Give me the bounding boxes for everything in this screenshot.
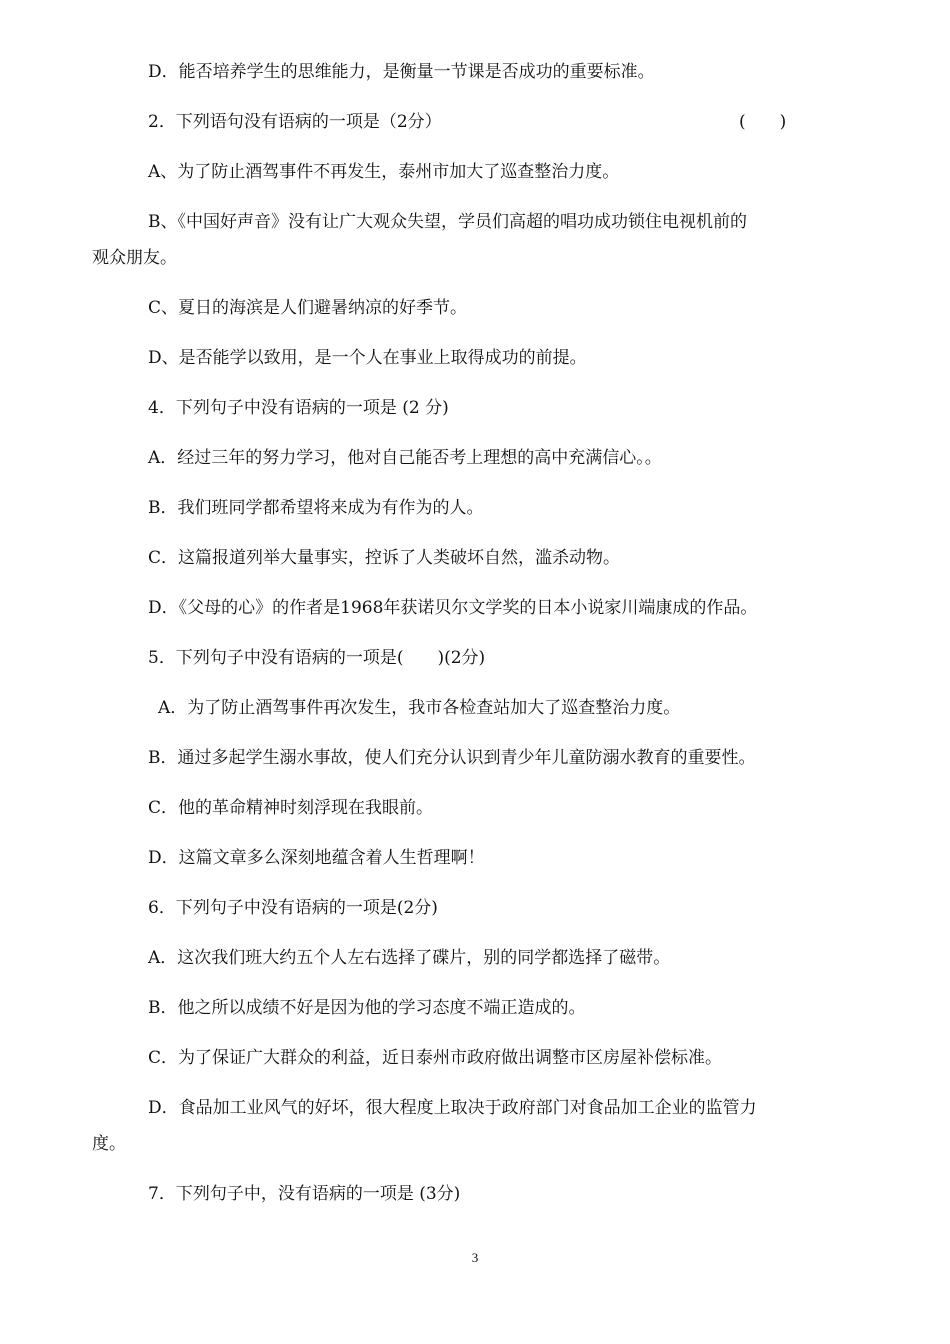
option-a-q2: A、为了防止酒驾事件不再发生，泰州市加大了巡查整治力度。 — [148, 162, 620, 182]
option-a-q4: A．经过三年的努力学习，他对自己能否考上理想的高中充满信心。。 — [148, 448, 662, 468]
option-a-q5: A．为了防止酒驾事件再次发生，我市各检查站加大了巡查整治力度。 — [158, 698, 681, 718]
option-c-q6: C．为了保证广大群众的利益，近日泰州市政府做出调整市区房屋补偿标准。 — [148, 1048, 723, 1068]
option-d-q6: D．食品加工业风气的好坏，很大程度上取决于政府部门对食品加工企业的监管力 — [148, 1098, 757, 1118]
question-7: 7．下列句子中，没有语病的一项是 (3分) — [148, 1184, 461, 1204]
option-b-q5: B．通过多起学生溺水事故，使人们充分认识到青少年儿童防溺水教育的重要性。 — [148, 748, 756, 768]
question-4: 4．下列句子中没有语病的一项是 (2 分) — [148, 398, 449, 418]
question-6: 6．下列句子中没有语病的一项是(2分) — [148, 898, 438, 918]
question-2 — [0, 110, 950, 134]
page-number: 3 — [471, 1250, 479, 1265]
question-2-text: 2．下列语句没有语病的一项是（2分） — [148, 112, 442, 132]
option-b-q2-continued: 观众朋友。 — [92, 248, 177, 268]
option-d-q6-continued: 度。 — [92, 1134, 126, 1154]
option-d-q1: D．能否培养学生的思维能力，是衡量一节课是否成功的重要标准。 — [148, 62, 655, 82]
option-b-q4: B．我们班同学都希望将来成为有作为的人。 — [148, 498, 484, 518]
option-d-q2: D、是否能学以致用，是一个人在事业上取得成功的前提。 — [148, 348, 587, 368]
option-b-q2: B、《中国好声音》没有让广大观众失望，学员们高超的唱功成功锁住电视机前的 — [148, 212, 747, 232]
option-a-q6: A．这次我们班大约五个人左右选择了碟片，别的同学都选择了磁带。 — [148, 948, 671, 968]
question-5: 5．下列句子中没有语病的一项是( )(2分) — [148, 648, 486, 668]
option-b-q6: B．他之所以成绩不好是因为他的学习态度不端正造成的。 — [148, 998, 586, 1018]
option-c-q4: C．这篇报道列举大量事实，控诉了人类破坏自然，滥杀动物。 — [148, 548, 621, 568]
option-c-q5: C．他的革命精神时刻浮现在我眼前。 — [148, 798, 434, 818]
answer-paren: ( ) — [739, 112, 787, 132]
option-d-q4: D．《父母的心》的作者是1968年获诺贝尔文学奖的日本小说家川端康成的作品。 — [148, 598, 758, 618]
option-c-q2: C、夏日的海滨是人们避暑纳凉的好季节。 — [148, 298, 468, 318]
option-d-q5: D．这篇文章多么深刻地蕴含着人生哲理啊！ — [148, 848, 485, 868]
